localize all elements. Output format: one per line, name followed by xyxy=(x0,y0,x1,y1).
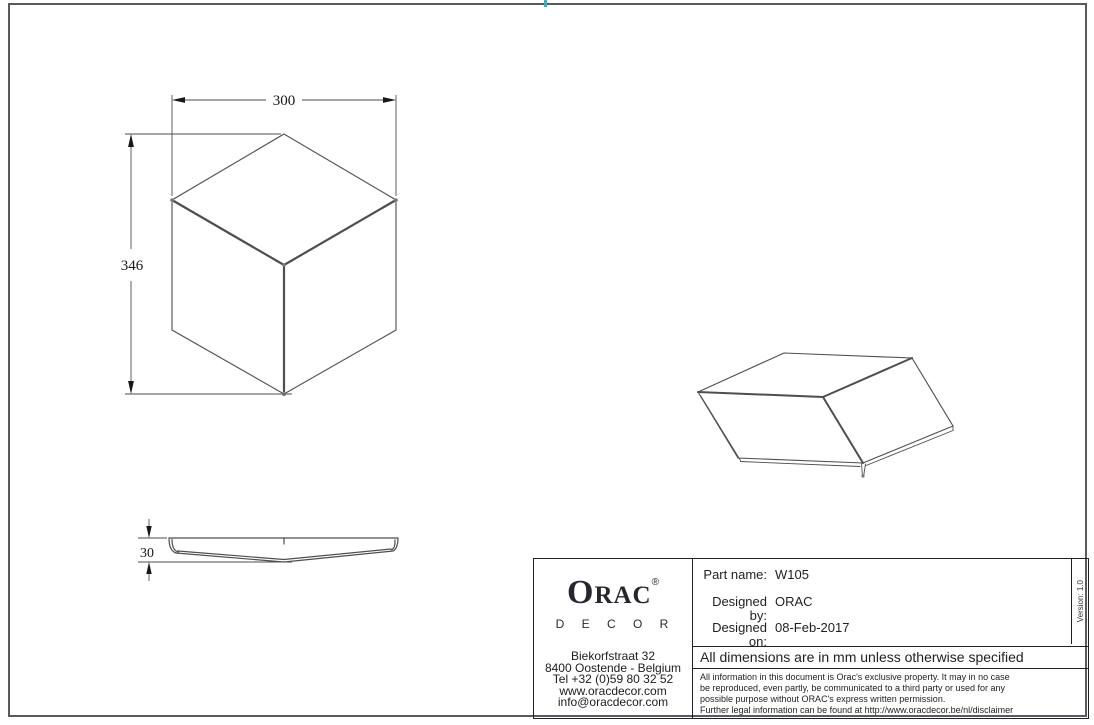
logo-text-initial: O xyxy=(567,574,595,611)
side-view xyxy=(169,538,398,562)
front-width-dimension xyxy=(172,95,396,196)
front-height-dimension xyxy=(125,134,292,394)
address-line-phone: Tel +32 (0)59 80 32 52 xyxy=(552,672,674,686)
address-line-street: Biekorfstraat 32 xyxy=(570,649,656,663)
version-cell xyxy=(1071,559,1088,644)
legal-disclaimer xyxy=(693,669,1088,718)
perspective-view xyxy=(698,353,953,478)
front-height-dim-label: 346 xyxy=(120,258,144,274)
registered-trademark-icon: ® xyxy=(651,577,659,588)
front-view xyxy=(170,134,398,396)
part-info-cell xyxy=(693,559,1088,647)
logo-cell xyxy=(534,559,693,718)
designed-by-value: ORAC xyxy=(775,594,813,609)
address-line-website: www.oracdecor.com xyxy=(559,683,667,698)
logo-text-rest: RAC xyxy=(594,582,652,609)
designed-on-field xyxy=(693,621,849,649)
disclaimer-line: possible purpose without ORAC's express written permission. xyxy=(700,694,946,704)
part-name-label: Part name: xyxy=(703,567,767,582)
part-name-value: W105 xyxy=(775,567,809,582)
info-column xyxy=(693,559,1088,718)
logo-subtext: D E C O R xyxy=(555,617,676,631)
address-line-email: info@oracdecor.com xyxy=(557,695,669,709)
side-thickness-dim-label: 30 xyxy=(140,546,154,561)
designed-by-label: Designed by: xyxy=(712,594,767,623)
part-name-field xyxy=(693,568,809,582)
designed-on-label: Designed on: xyxy=(712,620,767,649)
disclaimer-line: Further legal information can be found at http://www.oracdecor.be/nl/disclaimer xyxy=(700,705,1014,715)
dimensions-note: All dimensions are in mm unless otherwise specified xyxy=(693,647,1088,669)
title-block xyxy=(533,558,1089,719)
designed-on-value: 08-Feb-2017 xyxy=(775,620,850,635)
company-address xyxy=(534,651,692,709)
disclaimer-line: be reproduced, even partly, be communicated to a third party or used for any xyxy=(700,683,1006,693)
orac-logo xyxy=(534,568,692,614)
address-line-city: 8400 Oostende - Belgium xyxy=(544,660,682,675)
designed-by-field xyxy=(693,595,813,623)
disclaimer-line: All information in this document is Orac's exclusive property. It may in no case xyxy=(700,672,1010,682)
front-width-dim-label: 300 xyxy=(272,93,296,109)
version-label: Version: 1.0 xyxy=(1075,580,1085,623)
side-thickness-dimension xyxy=(138,519,292,581)
